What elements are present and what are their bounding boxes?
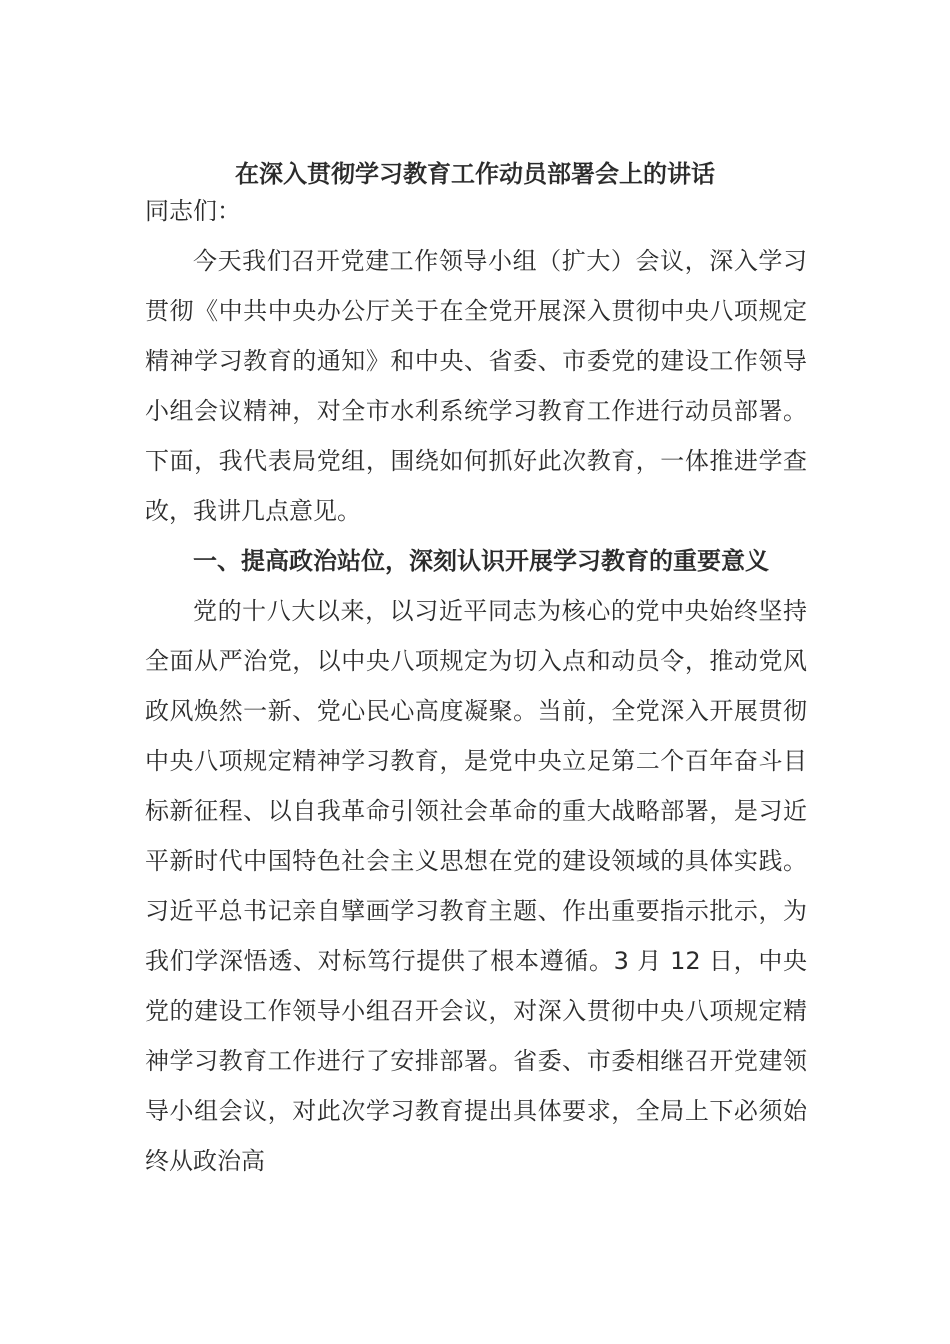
salutation: 同志们： — [145, 197, 241, 225]
section-heading-1: 一、提高政治站位，深刻认识开展学习教育的重要意义 — [193, 547, 769, 575]
paragraph-section-1: 党的十八大以来，以习近平同志为核心的党中央始终坚持全面从严治党，以中央八项规定为切入点和动员令，推动党风政风焕然一新、党心民心高度凝聚。当前，全党深入开展贯彻中央八项规定精神学习教育，是党中央立足第二个百年奋斗目标新征程、以自我革命引领社会革命的重大战略部署，是习近平新时代中国特色社会主义思想在党的建设领域的具体实践。习近平总书记亲自擘画学习教育主题、作出重要指示批示，为我们学深悟透、对标笃行提供了根本遵循。3 月 12 日，中央党的建设工作领导小组召开会议，对深入贯彻中央八项规定精神学习教育工作进行了安排部署。省委、市委相继召开党建领导小组会议，对此次学习教育提出具体要求，全局上下必须始终从政治高 — [145, 597, 807, 1175]
paragraph-opening: 今天我们召开党建工作领导小组（扩大）会议，深入学习贯彻《中共中央办公厅关于在全党开展深入贯彻中央八项规定精神学习教育的通知》和中央、省委、市委党的建设工作领导小组会议精神，对全市水利系统学习教育工作进行动员部署。下面，我代表局党组，围绕如何抓好此次教育，一体推进学查改，我讲几点意见。 — [145, 247, 807, 525]
document-title: 在深入贯彻学习教育工作动员部署会上的讲话 — [235, 160, 715, 188]
document-body — [145, 186, 807, 1186]
